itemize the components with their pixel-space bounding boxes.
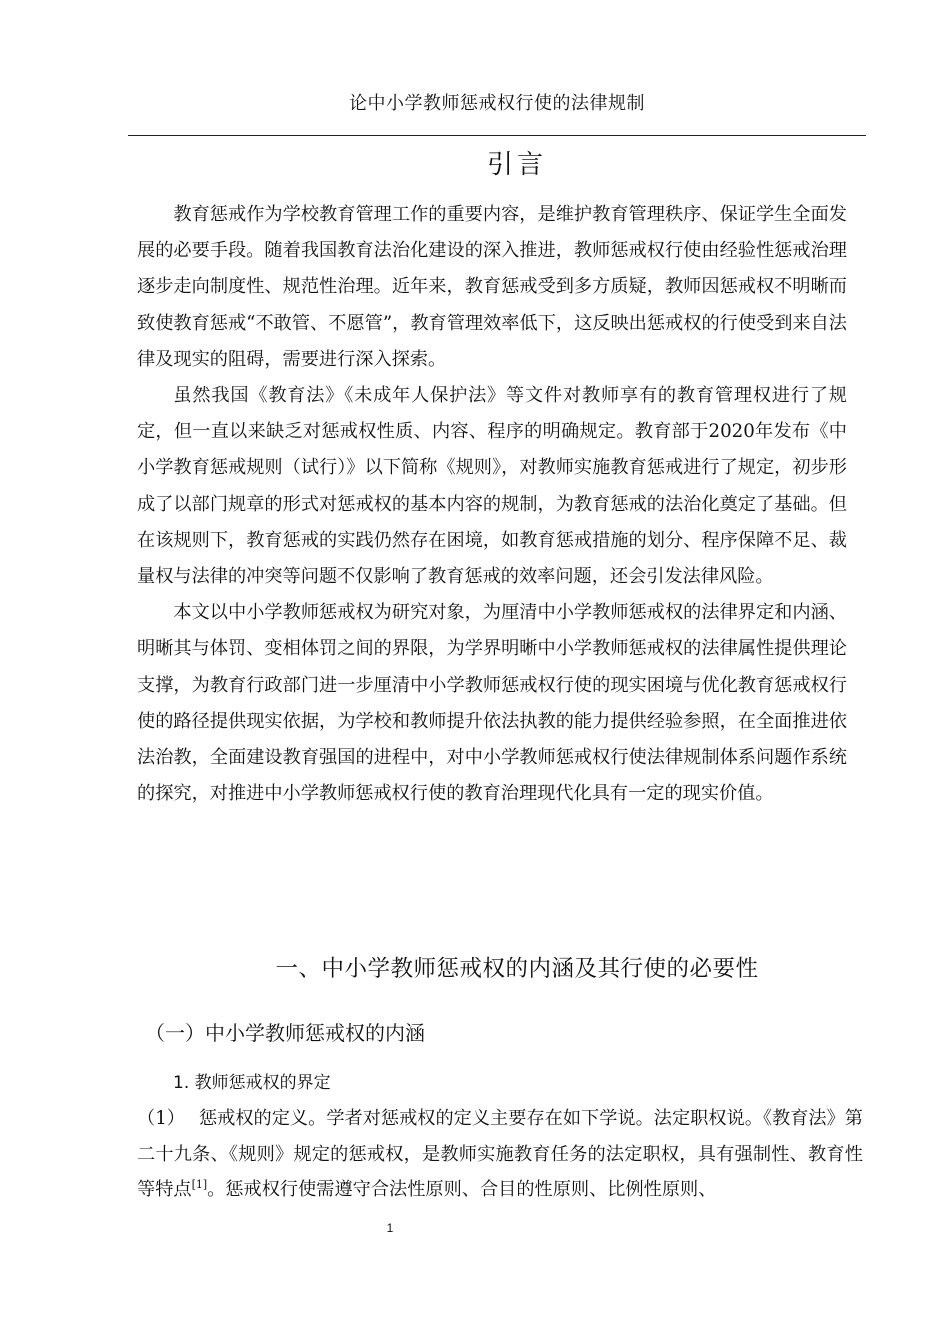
section-one-title: （一）中小学教师惩戒权的内涵: [145, 1021, 425, 1045]
introduction-title: 引言: [486, 150, 547, 180]
header-divider: [128, 135, 866, 136]
definition-paragraph: [137, 1101, 863, 1208]
intro-paragraph-2: 虽然我国《教育法》《未成年人保护法》等文件对教师享有的教育管理权进行了规定，但一直以来缺乏对惩戒权性质、内容、程序的明确规定。教育部于2020年发布《中小学教育惩戒规则（试行）》以下简称《规则》，对教师实施教育惩戒进行了规定，初步形成了以部门规章的形式对惩戒权的基本内容的规制，为教育惩戒的法治化奠定了基础。但在该规则下，教育惩戒的实践仍然存在困境，如教育惩戒措施的划分、程序保障不足、裁量权与法律的冲突等问题不仅影响了教育惩戒的效率问题，还会引发法律风险。: [137, 385, 847, 588]
intro-paragraph-1: 教育惩戒作为学校教育管理工作的重要内容，是维护教育管理秩序、保证学生全面发展的必要手段。随着我国教育法治化建设的深入推进，教师惩戒权行使由经验性惩戒治理逐步走向制度性、规范性治理。近年来，教育惩戒受到多方质疑，教师因惩戒权不明晰而致使教育惩戒“不敢管、不愿管”，教育管理效率低下，这反映出惩戒权的行使受到来自法律及现实的阻碍，需要进行深入探索。: [137, 204, 847, 370]
introduction-body: [137, 197, 847, 812]
definition-text: [137, 1101, 863, 1208]
page-number: 1: [386, 1221, 394, 1235]
definition-text-part-2: 。惩戒权行使需遵守合法性原则、合目的性原则、比例性原则、: [207, 1179, 717, 1200]
citation-reference[interactable]: [1]: [191, 1177, 208, 1191]
definition-text-part-1: 惩戒权的定义。学者对惩戒权的定义主要存在如下学说。法定职权说。《教育法》第二十九条、《规则》规定的惩戒权，是教师实施教育任务的法定职权，具有强制性、教育性等特点: [137, 1108, 863, 1200]
item-number: （1）: [137, 1108, 185, 1129]
subsection-one-title: 1. 教师惩戒权的界定: [173, 1073, 331, 1093]
chapter-one-title: 一、中小学教师惩戒权的内涵及其行使的必要性: [275, 956, 759, 982]
running-header: 论中小学教师惩戒权行使的法律规制: [349, 93, 645, 114]
intro-paragraph-3: 本文以中小学教师惩戒权为研究对象，为厘清中小学教师惩戒权的法律界定和内涵、明晰其与体罚、变相体罚之间的界限，为学界明晰中小学教师惩戒权的法律属性提供理论支撑，为教育行政部门进一步厘清中小学教师惩戒权行使的现实困境与优化教育惩戒权行使的路径提供现实依据，为学校和教师提升依法执教的能力提供经验参照，在全面推进依法治教，全面建设教育强国的进程中，对中小学教师惩戒权行使法律规制体系问题作系统的探究，对推进中小学教师惩戒权行使的教育治理现代化具有一定的现实价值。: [137, 602, 847, 805]
